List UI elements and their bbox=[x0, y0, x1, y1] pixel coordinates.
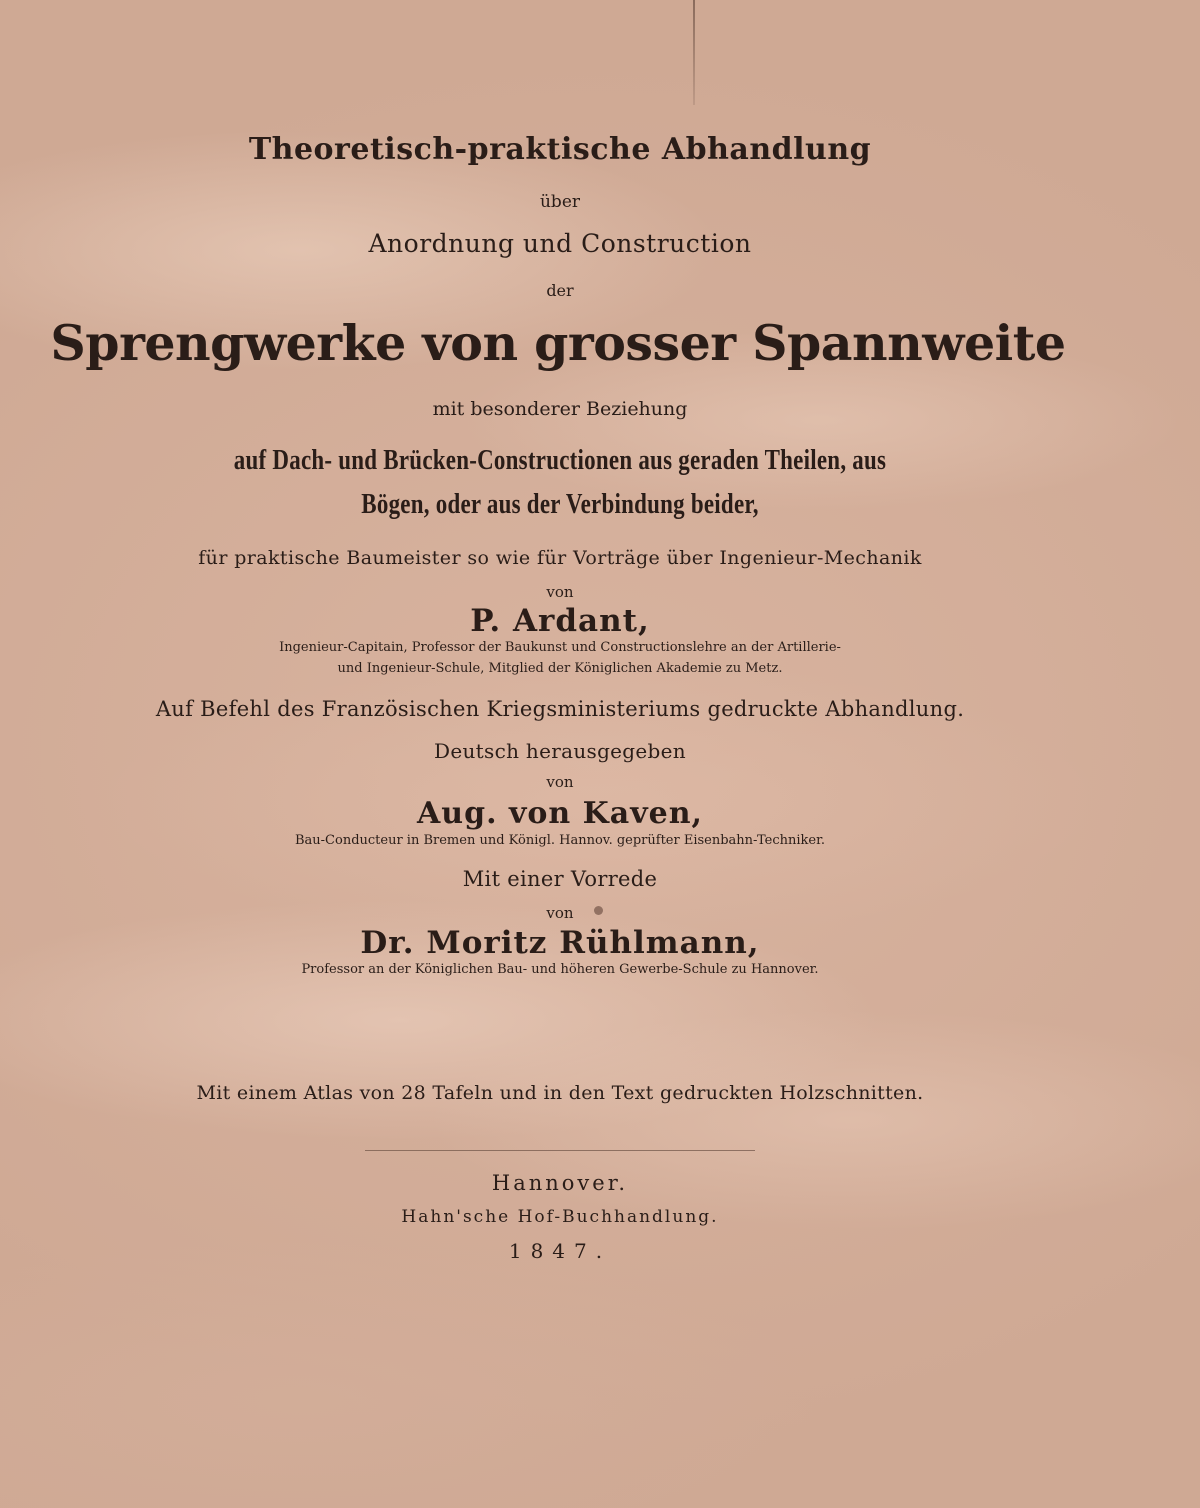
subtitle-line-3: Bögen, oder aus der Verbindung beider, bbox=[361, 489, 759, 520]
author-description-1: Ingenieur-Capitain, Professor der Baukunst und Constructionslehre an der Artillerie- bbox=[279, 640, 841, 655]
von-3: von bbox=[546, 904, 574, 922]
ink-blot bbox=[594, 906, 603, 915]
subtitle-line-2: auf Dach- und Brücken-Constructionen aus geraden Theilen, aus bbox=[233, 445, 887, 476]
subtitle-line-1: mit besonderer Beziehung bbox=[432, 398, 688, 420]
title-line-2: Anordnung und Construction bbox=[368, 229, 752, 258]
atlas-line: Mit einem Atlas von 28 Tafeln und in den Text gedruckten Holzschnitten. bbox=[196, 1082, 924, 1104]
title-ueber: über bbox=[539, 192, 581, 212]
divider-rule bbox=[365, 1150, 755, 1151]
title-der: der bbox=[546, 281, 574, 300]
von-2: von bbox=[546, 773, 574, 791]
title-line-1: Theoretisch-praktische Abhandlung bbox=[248, 132, 872, 167]
imprint-year: 1847. bbox=[508, 1239, 612, 1263]
audience-line: für praktische Baumeister so wie für Vorträge über Ingenieur-Mechanik bbox=[198, 547, 922, 569]
von-1: von bbox=[546, 583, 574, 601]
imprint-publisher: Hahn'sche Hof-Buchhandlung. bbox=[401, 1207, 719, 1227]
preface-author-name: Dr. Moritz Rühlmann, bbox=[360, 925, 760, 961]
editor-description: Bau-Conducteur in Bremen und Königl. Hannov. geprüfter Eisenbahn-Techniker. bbox=[294, 833, 826, 848]
author-description-2: und Ingenieur-Schule, Mitglied der Königlichen Akademie zu Metz. bbox=[337, 661, 783, 676]
editor-name: Aug. von Kaven, bbox=[417, 796, 703, 831]
commission-line: Auf Befehl des Französischen Kriegsministeriums gedruckte Abhandlung. bbox=[155, 697, 965, 721]
preface-line: Mit einer Vorrede bbox=[462, 867, 658, 891]
paper-fold-mark bbox=[693, 0, 695, 105]
author-name: P. Ardant, bbox=[470, 603, 650, 639]
edited-line: Deutsch herausgegeben bbox=[434, 739, 686, 763]
imprint-city: Hannover. bbox=[491, 1171, 629, 1195]
preface-author-description: Professor an der Königlichen Bau- und höheren Gewerbe-Schule zu Hannover. bbox=[301, 962, 819, 977]
main-title: Sprengwerke von grosser Spannweite bbox=[50, 314, 1066, 372]
